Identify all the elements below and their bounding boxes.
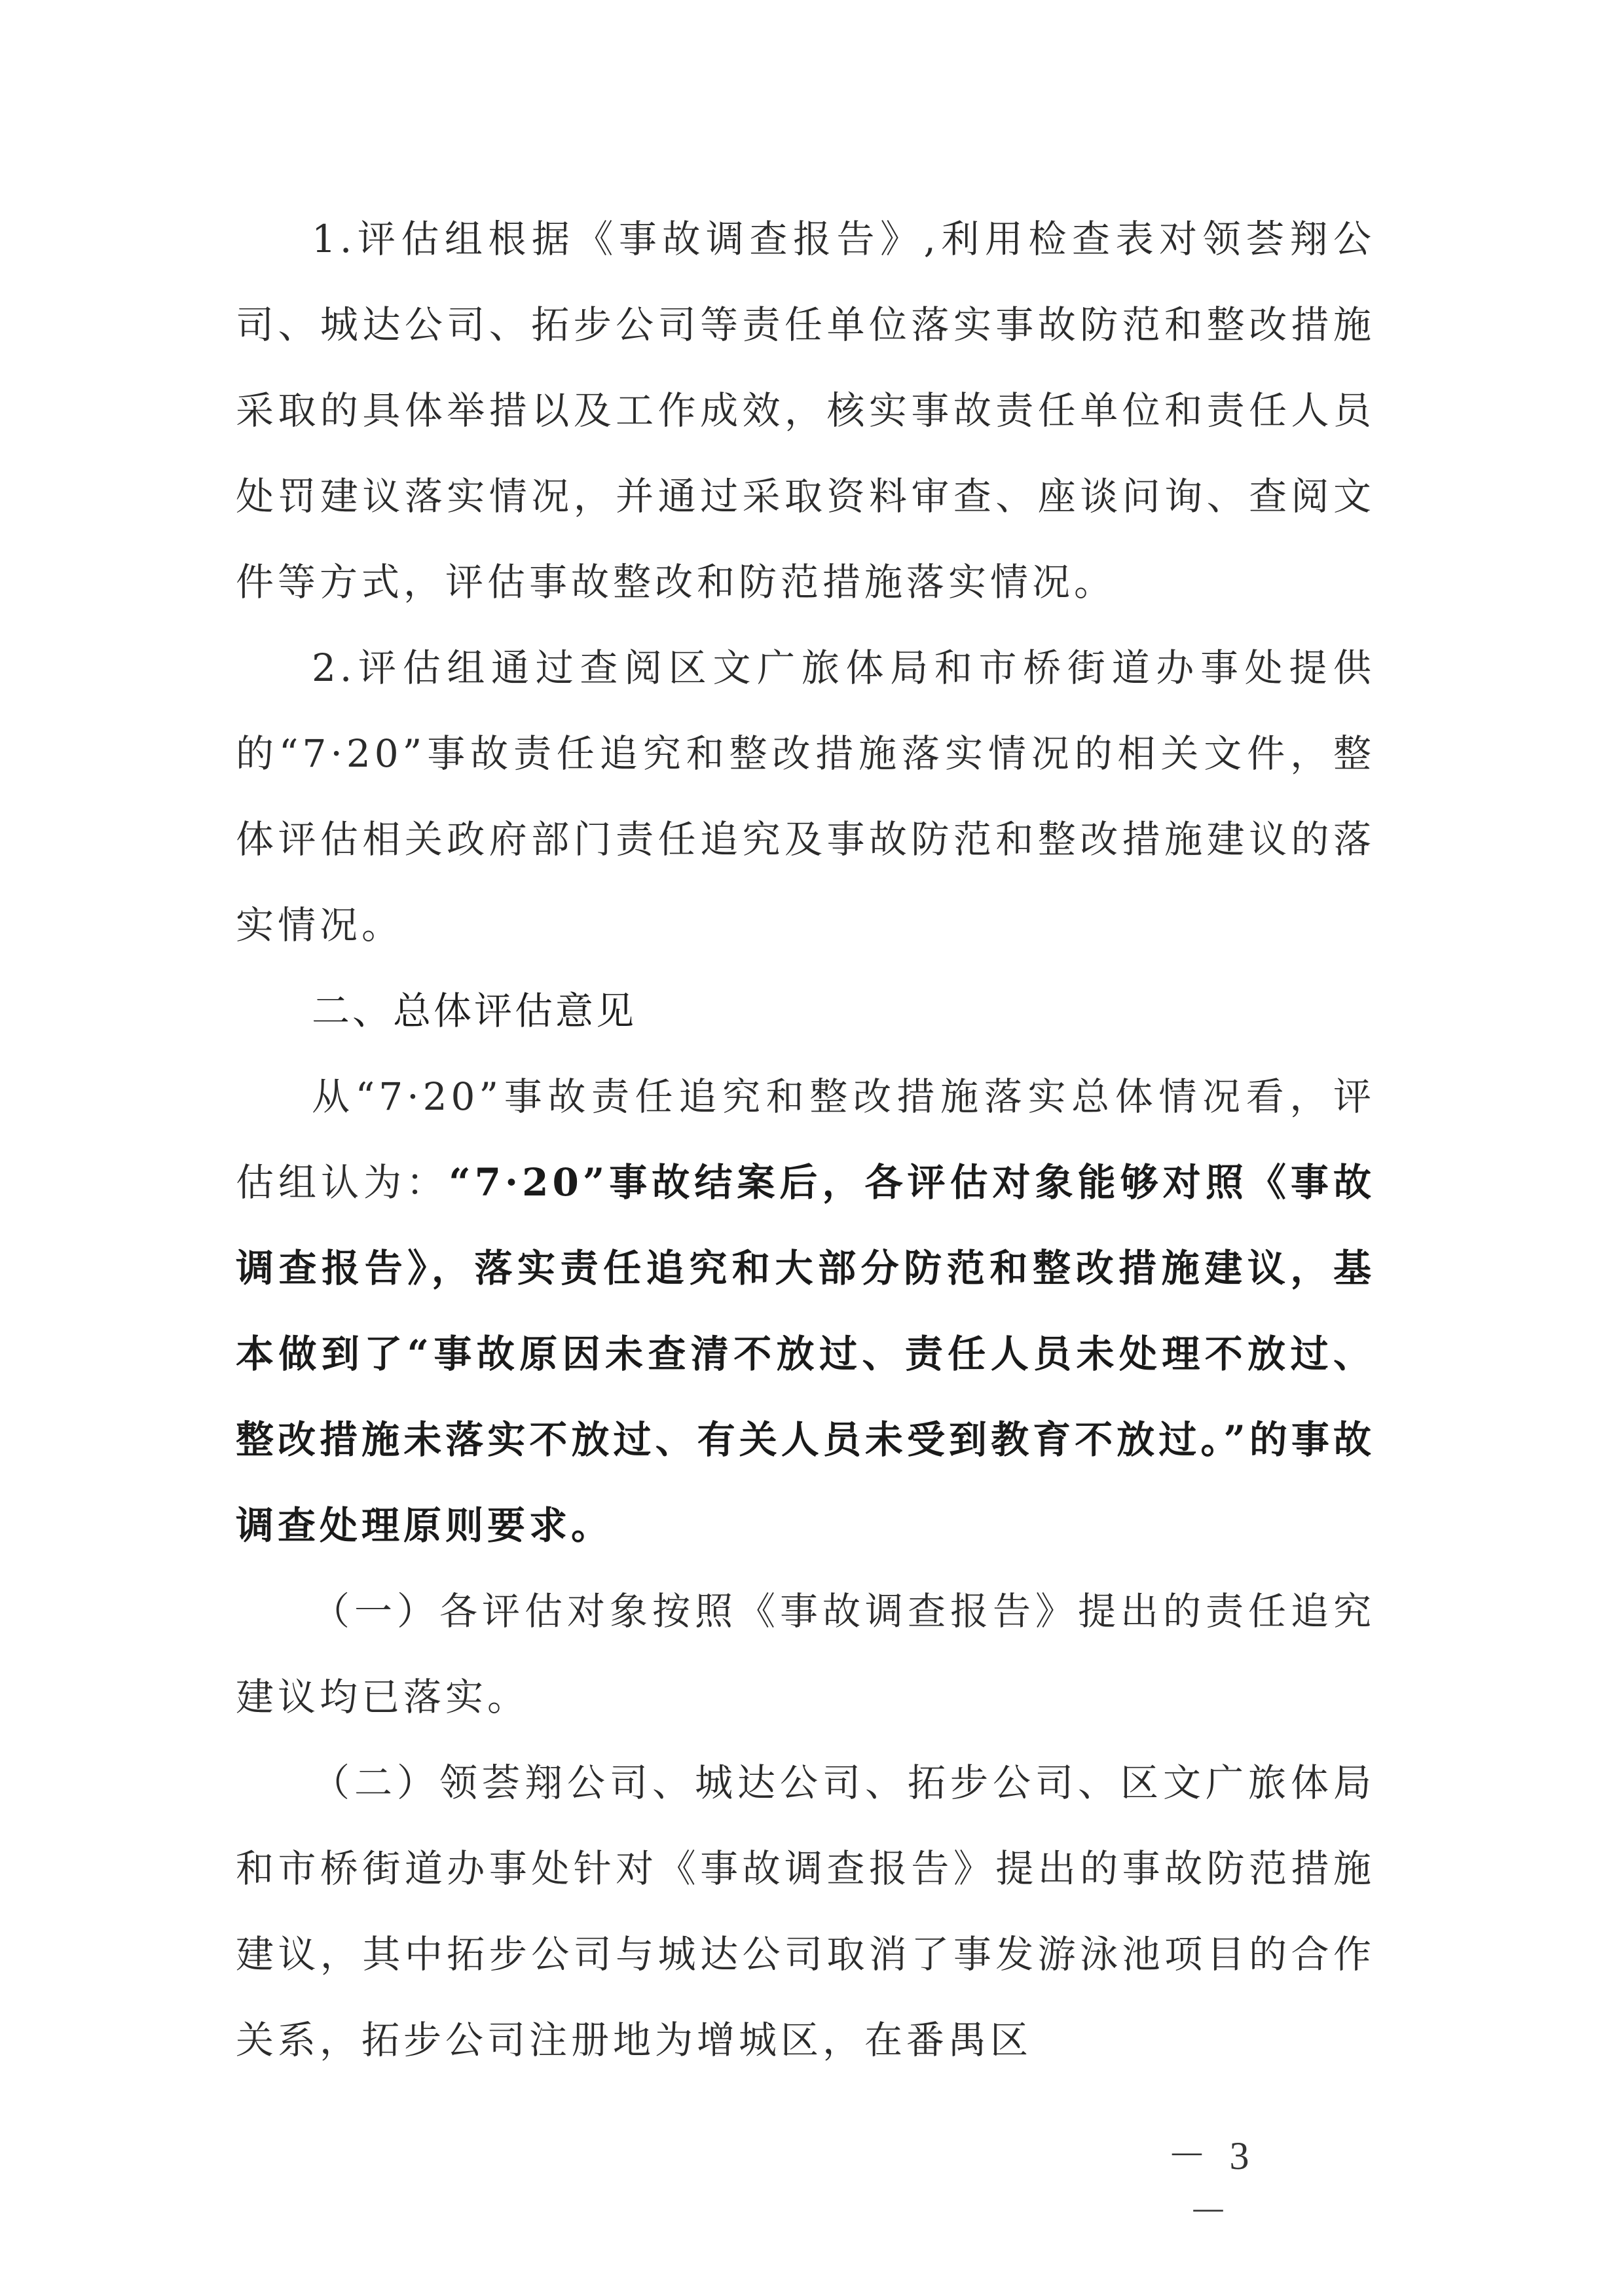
paragraph-assessment-method-2: 2.评估组通过查阅区文广旅体局和市桥街道办事处提供的“7·20”事故责任追究和整改措施落实情况的相关文件，整体评估相关政府部门责任追究及事故防范和整改措施建议的落实情况。 bbox=[236, 646, 1375, 947]
section-heading-overall-opinion: 二、总体评估意见 bbox=[312, 989, 637, 1033]
paragraph-item-1: （一）各评估对象按照《事故调查报告》提出的责任追究建议均已落实。 bbox=[236, 1589, 1375, 1719]
paragraph-overall-opinion bbox=[236, 1054, 1375, 1569]
paragraph-item-2: （二）领荟翔公司、城达公司、拓步公司、区文广旅体局和市桥街道办事处针对《事故调查报告》提出的事故防范措施建议，其中拓步公司与城达公司取消了事发游泳池项目的合作关系，拓步公司注册地为增城区，在番禺区 bbox=[236, 1760, 1375, 2062]
paragraph-assessment-method-1: 1.评估组根据《事故调查报告》,利用检查表对领荟翔公司、城达公司、拓步公司等责任单位落实事故防范和整改措施采取的具体举措以及工作成效，核实事故责任单位和责任人员处罚建议落实情况，并通过采取资料审查、座谈问询、查阅文件等方式，评估事故整改和防范措施落实情况。 bbox=[236, 217, 1375, 604]
document-body bbox=[236, 196, 1375, 2083]
overall-opinion-lead: 从“7·20”事故责任追究和整改措施落实总体情况看，评估组认为： bbox=[236, 1074, 1375, 1205]
page-number: － 3 － bbox=[1167, 2134, 1256, 2234]
overall-opinion-conclusion: “7·20”事故结案后，各评估对象能够对照《事故调查报告》，落实责任追究和大部分防范和整改措施建议，基本做到了“事故原因未查清不放过、责任人员未处理不放过、整改措施未落实不放过、有关人员未受到教育不放过。”的事故调查处理原则要求。 bbox=[236, 1160, 1375, 1548]
